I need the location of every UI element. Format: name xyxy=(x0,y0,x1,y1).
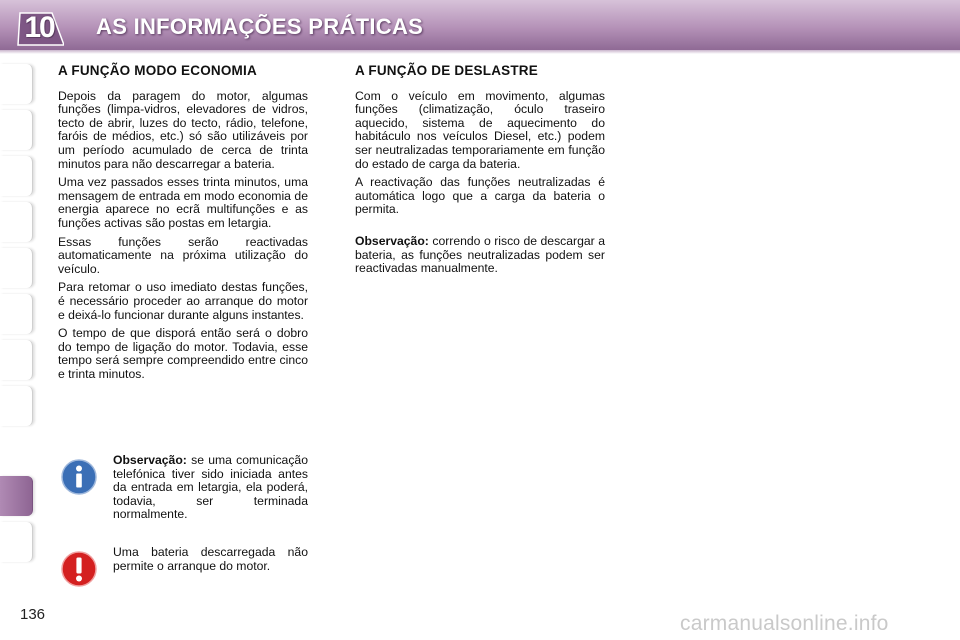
right-column xyxy=(355,64,605,281)
paragraph: Uma vez passados esses trinta minutos, uma mensagem de entrada em modo economia de energia aparece no ecrã multifunções e as funções activas são postas em letargia. xyxy=(58,175,308,230)
left-column xyxy=(58,64,308,386)
watermark: carmanualsonline.info xyxy=(680,612,889,635)
chapter-tab[interactable] xyxy=(0,522,33,562)
chapter-tab[interactable] xyxy=(0,156,33,196)
chapter-tab[interactable] xyxy=(0,294,33,334)
chapter-tab[interactable] xyxy=(0,386,33,426)
chapter-title: AS INFORMAÇÕES PRÁTICAS xyxy=(96,14,424,39)
page-number: 136 xyxy=(20,606,46,623)
info-note xyxy=(113,454,308,522)
paragraph: Para retomar o uso imediato destas funções, é necessário proceder ao arranque do motor e deixá-lo funcionar durante alguns instantes. xyxy=(58,280,308,322)
paragraph: Essas funções serão reactivadas automaticamente na próxima utilização do veículo. xyxy=(58,234,308,276)
warning-icon xyxy=(61,551,97,587)
chapter-header xyxy=(0,0,960,50)
info-icon xyxy=(61,459,97,495)
right-note xyxy=(355,235,605,276)
chapter-tab[interactable] xyxy=(0,110,33,150)
paragraph: Depois da paragem do motor, algumas funções (limpa-vidros, elevadores de vidros, tecto de abrir, luzes do tecto, rádio, telefone, faróis de médios, etc.) só são utilizáveis por um período acumulado de cerca de trinta minutos para não descarregar a bateria. xyxy=(58,88,308,171)
section-heading-economy: A FUNÇÃO MODO ECONOMIA xyxy=(58,63,257,78)
section-heading-load-shedding: A FUNÇÃO DE DESLASTRE xyxy=(355,63,538,78)
chapter-tab[interactable] xyxy=(0,248,33,288)
chapter-tab[interactable] xyxy=(0,202,33,242)
note-body: correndo o risco de descargar a bateria, as funções neutralizadas podem ser reactivadas manualmente. xyxy=(355,233,605,276)
paragraph: Com o veículo em movimento, algumas funções (climatização, óculo traseiro aquecido, sistema de aquecimento do habitáculo nos veículos Diesel, etc.) podem ser neutralizadas temporariamente em função do estado de carga da bateria. xyxy=(355,88,605,171)
paragraph: O tempo de que disporá então será o dobro do tempo de ligação do motor. Todavia, esse tempo será sempre compreendido entre cinco e trinta minutos. xyxy=(58,326,308,381)
warning-note: Uma bateria descarregada não permite o arranque do motor. xyxy=(113,545,308,573)
chapter-tab-active[interactable] xyxy=(0,476,33,516)
note-body: se uma comunicação telefónica tiver sido iniciada antes da entrada em letargia, ela poderá, todavia, ser terminada normalmente. xyxy=(113,453,308,522)
paragraph: A reactivação das funções neutralizadas é automática logo que a carga da bateria o permita. xyxy=(355,175,605,217)
chapter-number: 10 xyxy=(24,11,54,44)
note-label: Observação: xyxy=(113,453,187,467)
chapter-tab[interactable] xyxy=(0,340,33,380)
note-label: Observação: xyxy=(355,233,429,248)
chapter-tab[interactable] xyxy=(0,64,33,104)
header-shadow xyxy=(0,50,960,54)
